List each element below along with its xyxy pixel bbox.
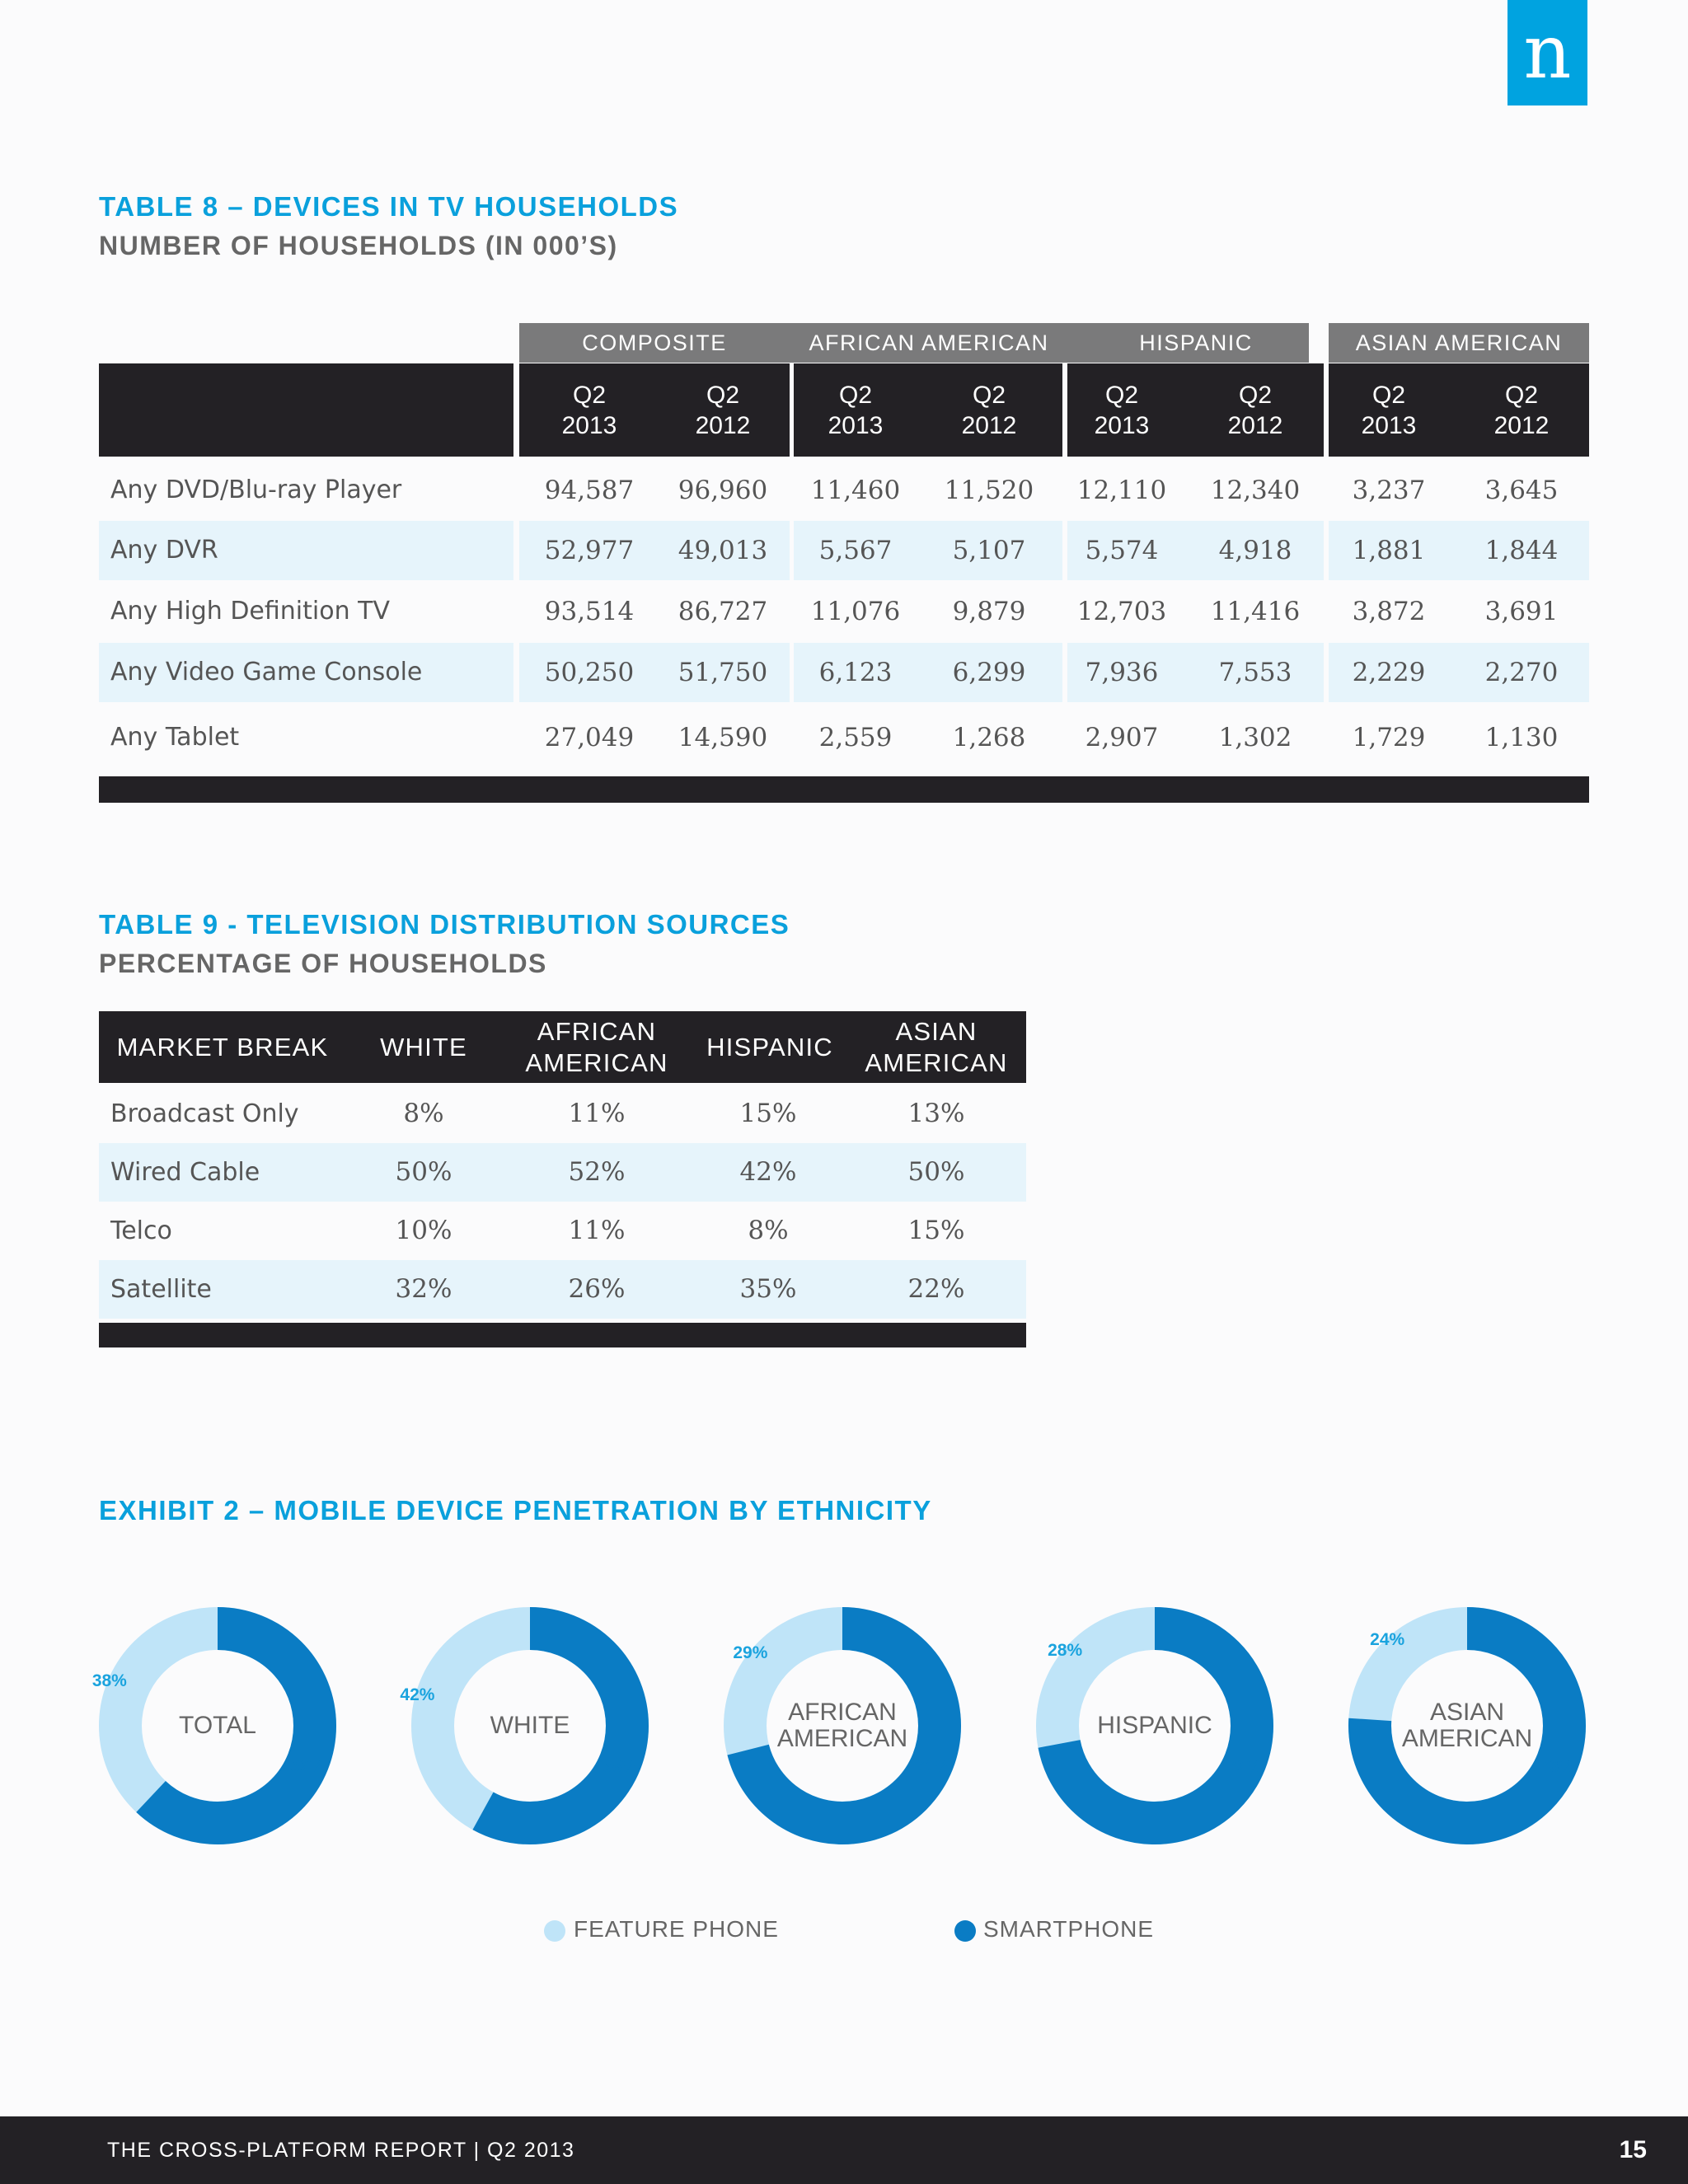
table8-period: Q2 2012	[961, 381, 1017, 439]
table8-row	[99, 461, 1589, 520]
table8-cell: 1,302	[1218, 723, 1292, 752]
table8-cell: 5,574	[1085, 536, 1159, 565]
table8-subtitle: NUMBER OF HOUSEHOLDS (IN 000’S)	[99, 231, 618, 260]
page-number: 15	[1619, 2136, 1647, 2163]
table8-period: Q2 2012	[695, 381, 751, 439]
table9-cell: 42%	[739, 1157, 797, 1187]
table8-cell: 1,844	[1484, 536, 1559, 565]
table8-cell: 1,268	[952, 723, 1026, 752]
table8-cell: 3,691	[1484, 597, 1559, 626]
table8-cell: 11,076	[810, 597, 901, 626]
table9-header-white: WHITE	[380, 1032, 467, 1062]
exhibit2-title: EXHIBIT 2 – MOBILE DEVICE PENETRATION BY ETHNICITY	[99, 1495, 932, 1526]
table8-cell: 50,250	[544, 658, 635, 687]
feature-phone-percent: 38%	[91, 1671, 127, 1691]
smartphone-percent: 58%	[603, 1757, 638, 1776]
table9-cell: 8%	[403, 1099, 444, 1128]
table8-cell: 1,130	[1484, 723, 1559, 752]
table8-cell: 5,107	[952, 536, 1026, 565]
table8-cell: 5,567	[818, 536, 893, 565]
table8-cell: 11,416	[1210, 597, 1301, 626]
table8-row	[99, 708, 1589, 767]
table8-cell: 4,918	[1218, 536, 1292, 565]
feature-phone-percent: 24%	[1370, 1629, 1405, 1649]
smartphone-percent: 62%	[290, 1757, 326, 1776]
table8-cell: 12,340	[1210, 476, 1301, 505]
table8-cell: 1,881	[1352, 536, 1426, 565]
table8-cell: 52,977	[544, 536, 635, 565]
table9-row	[99, 1143, 1026, 1202]
feature-phone-legend-label: FEATURE PHONE	[574, 1916, 779, 1942]
table9-cell: 13%	[907, 1099, 965, 1128]
table8-group-asian-american: ASIAN AMERICAN	[1329, 323, 1589, 363]
table9-cell: 50%	[907, 1157, 965, 1187]
table8-period: Q2 2013	[1361, 381, 1417, 439]
table8-cell: 2,229	[1352, 658, 1426, 687]
table8-cell: 11,460	[810, 476, 901, 505]
table9-cell: 11%	[568, 1216, 626, 1245]
donut-center-label: WHITE	[490, 1712, 570, 1739]
table8-cell: 3,645	[1484, 476, 1559, 505]
smartphone-percent: 72%	[1227, 1757, 1263, 1776]
table8-title: TABLE 8 – DEVICES IN TV HOUSEHOLDS	[99, 191, 679, 222]
table9-cell: 10%	[395, 1216, 452, 1245]
table9-row-label: Telco	[110, 1216, 172, 1245]
table9-cell: 11%	[568, 1099, 626, 1128]
donut-center-label: HISPANIC	[1097, 1712, 1212, 1739]
table9-header-hispanic: HISPANIC	[706, 1032, 833, 1062]
smartphone-legend-swatch	[954, 1920, 976, 1942]
table9-row-label: Wired Cable	[110, 1158, 260, 1187]
table8-cell: 86,727	[678, 597, 768, 626]
table8-cell: 6,123	[818, 658, 893, 687]
table8-cell: 3,872	[1352, 597, 1426, 626]
smartphone-percent: 71%	[915, 1757, 950, 1776]
table8-cell: 49,013	[678, 536, 768, 565]
donut-center-label: AFRICAN AMERICAN	[776, 1699, 908, 1752]
table8-cell: 2,559	[818, 723, 893, 752]
feature-phone-percent: 28%	[1048, 1640, 1083, 1660]
table8-period: Q2 2012	[1493, 381, 1550, 439]
table9-cell: 35%	[739, 1274, 797, 1304]
table8-row-label: Any High Definition TV	[110, 597, 390, 626]
table8-group-african-american: AFRICAN AMERICAN	[809, 330, 1049, 355]
table8-row-label: Any Video Game Console	[110, 658, 423, 687]
table8-cell: 27,049	[544, 723, 635, 752]
table9-header-market-break: MARKET BREAK	[116, 1032, 329, 1062]
table8-row	[99, 582, 1589, 641]
table8-cell: 12,703	[1076, 597, 1167, 626]
table9-cell: 32%	[395, 1274, 452, 1304]
table8-cell: 7,553	[1218, 658, 1292, 687]
table8-cell: 14,590	[678, 723, 768, 752]
table9-row-label: Satellite	[110, 1275, 212, 1304]
table9-cell: 26%	[568, 1274, 626, 1304]
donut-center-label: ASIAN AMERICAN	[1401, 1699, 1533, 1752]
table8-period: Q2 2012	[1227, 381, 1283, 439]
table8-row	[99, 643, 1589, 702]
table8-group-hispanic: HISPANIC	[1139, 330, 1253, 355]
smartphone-legend-label: SMARTPHONE	[983, 1916, 1155, 1942]
table9-row-label: Broadcast Only	[110, 1099, 299, 1128]
table9-header-african-american: AFRICAN AMERICAN	[525, 1016, 668, 1077]
table9-row	[99, 1202, 1026, 1260]
table9-footer-bar	[99, 1323, 1026, 1347]
table8-row-label: Any DVD/Blu-ray Player	[110, 476, 402, 504]
table9-cell: 52%	[568, 1157, 626, 1187]
report-title: THE CROSS-PLATFORM REPORT | Q2 2013	[107, 2139, 575, 2162]
table8-row-label: Any Tablet	[110, 723, 240, 752]
table9-cell: 8%	[748, 1216, 789, 1245]
table8-header-blank	[99, 363, 513, 457]
table8-cell: 3,237	[1352, 476, 1426, 505]
feature-phone-legend-swatch	[544, 1920, 565, 1942]
table9-row	[99, 1085, 1026, 1143]
table9-subtitle: PERCENTAGE OF HOUSEHOLDS	[99, 949, 547, 978]
table9-row	[99, 1260, 1026, 1319]
donut-center-label: TOTAL	[179, 1712, 256, 1739]
table8-period: Q2 2013	[561, 381, 617, 439]
feature-phone-percent: 42%	[400, 1685, 435, 1705]
table8-cell: 9,879	[952, 597, 1026, 626]
table8-cell: 1,729	[1352, 723, 1426, 752]
table9-cell: 15%	[739, 1099, 797, 1128]
table9-cell: 22%	[907, 1274, 965, 1304]
smartphone-percent: 76%	[1540, 1757, 1575, 1776]
table8-period: Q2 2013	[1094, 381, 1150, 439]
table8-cell: 6,299	[952, 658, 1026, 687]
table8-cell: 7,936	[1085, 658, 1159, 687]
table8-row	[99, 521, 1589, 580]
table8-cell: 94,587	[544, 476, 635, 505]
table8-period: Q2 2013	[828, 381, 884, 439]
table8-group-composite: COMPOSITE	[582, 330, 727, 355]
table9-cell: 15%	[907, 1216, 965, 1245]
table8-cell: 51,750	[678, 658, 768, 687]
feature-phone-percent: 29%	[733, 1643, 768, 1663]
table8-cell: 2,270	[1484, 658, 1559, 687]
table8-footer-bar	[99, 776, 1589, 803]
table8-cell: 96,960	[678, 476, 768, 505]
nielsen-logo: n	[1507, 0, 1587, 105]
table8-cell: 2,907	[1085, 723, 1159, 752]
table8-row-label: Any DVR	[110, 536, 218, 565]
table8-cell: 11,520	[944, 476, 1034, 505]
table8-cell: 93,514	[544, 597, 635, 626]
table8-cell: 12,110	[1076, 476, 1167, 505]
table9-title: TABLE 9 - TELEVISION DISTRIBUTION SOURCES	[99, 909, 790, 940]
table9-header-asian-american: ASIAN AMERICAN	[865, 1016, 1008, 1077]
table9-cell: 50%	[395, 1157, 452, 1187]
